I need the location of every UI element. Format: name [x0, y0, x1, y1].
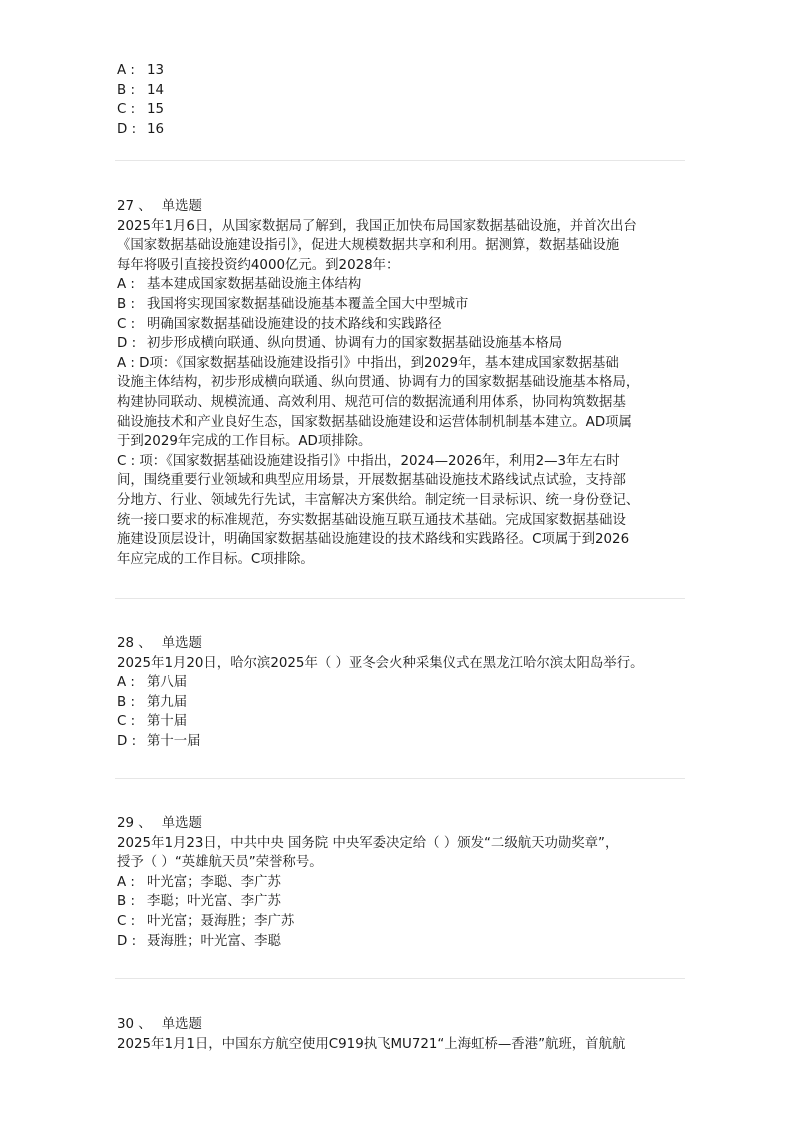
question-stem-line: 每年将吸引直接投资约4000亿元。到2028年：: [117, 257, 400, 273]
option-letter: D :: [117, 336, 137, 352]
q26-option-c[interactable]: [117, 100, 687, 120]
option-text: 初步形成横向联通、纵向贯通、协调有力的国家数据基础设施基本格局: [147, 336, 563, 352]
option-letter: C :: [117, 316, 136, 332]
option-letter: D :: [117, 121, 137, 137]
q29-option-a[interactable]: [117, 873, 687, 893]
question-29: [117, 814, 687, 951]
q26-options: [117, 61, 687, 139]
option-text: 基本建成国家数据基础设施主体结构: [147, 277, 362, 293]
q29-option-c[interactable]: [117, 912, 687, 932]
q26-option-b[interactable]: [117, 81, 687, 101]
analysis-line: 分地方、行业、领域先行先试，丰富解决方案供给。制定统一目录标识、统一身份登记、: [117, 492, 640, 508]
question-header: [117, 634, 687, 654]
q28-option-b[interactable]: [117, 693, 687, 713]
question-number: 30 、: [117, 1017, 152, 1032]
question-stem-line: 2025年1月20日，哈尔滨2025年（ ）亚冬会火种采集仪式在黑龙江哈尔滨太阳岛举行。: [117, 655, 644, 671]
option-letter: C :: [117, 714, 136, 730]
question-28: [117, 634, 687, 752]
option-letter: B :: [117, 694, 135, 710]
question-type: 单选题: [161, 1017, 202, 1032]
analysis-line: 间，围绕重要行业领域和典型应用场景，开展数据基础设施技术路线试点试验，支持部: [117, 473, 626, 489]
option-text: 李聪；叶光富、李广苏: [147, 894, 281, 910]
option-letter: A :: [117, 63, 135, 78]
analysis-line: 设施主体结构，初步形成横向联通、纵向贯通、协调有力的国家数据基础设施基本格局，: [117, 375, 640, 391]
question-stem-line: 2025年1月1日，中国东方航空使用C919执飞MU721“上海虹桥—香港”航班，首航航: [117, 1036, 626, 1052]
option-letter: C :: [117, 913, 136, 929]
analysis-line: 构建协同联动、规模流通、高效利用、规范可信的数据流通利用体系，协同构筑数据基: [117, 394, 626, 410]
option-text: 15: [147, 102, 165, 118]
option-letter: B :: [117, 296, 135, 312]
question-27: [117, 197, 687, 569]
option-text: 明确国家数据基础设施建设的技术路线和实践路径: [147, 316, 442, 332]
option-text: 13: [147, 63, 165, 78]
analysis-line: 础设施技术和产业良好生态，国家数据基础设施建设和运营体制机制基本建立。AD项属: [117, 414, 632, 430]
q28-option-d[interactable]: [117, 732, 687, 752]
q29-option-d[interactable]: [117, 932, 687, 952]
q28-option-c[interactable]: [117, 712, 687, 732]
analysis-line: 于到2029年完成的工作目标。AD项排除。: [117, 434, 372, 450]
divider: [115, 160, 685, 161]
question-header: [117, 814, 687, 834]
question-number: 28 、: [117, 636, 152, 651]
option-letter: B :: [117, 894, 135, 910]
analysis-line: C : 项：《国家数据基础设施建设指引》中指出，2024—2026年，利用2—3年左右时: [117, 453, 620, 469]
option-text: 我国将实现国家数据基础设施基本覆盖全国大中型城市: [147, 296, 469, 312]
analysis-line: 统一接口要求的标准规范，夯实数据基础设施互联互通技术基础。完成国家数据基础设: [117, 512, 626, 528]
question-30: [117, 1015, 687, 1054]
divider: [115, 978, 685, 979]
q26-option-d[interactable]: [117, 120, 687, 140]
analysis-line: A : D项：《国家数据基础设施建设指引》中指出，到2029年，基本建成国家数据基础: [117, 355, 619, 371]
q27-option-a[interactable]: [117, 275, 687, 295]
question-stem-line: 《国家数据基础设施建设指引》，促进大规模数据共享和利用。据测算，数据基础设施: [117, 238, 620, 254]
q27-option-d[interactable]: [117, 334, 687, 354]
option-letter: D :: [117, 733, 137, 749]
q28-option-a[interactable]: [117, 673, 687, 693]
question-header: [117, 1015, 687, 1035]
question-header: [117, 197, 687, 217]
analysis-line: 施建设顶层设计，明确国家数据基础设施建设的技术路线和实践路径。C项属于到2026: [117, 532, 630, 548]
question-number: 27 、: [117, 199, 152, 214]
option-text: 16: [147, 121, 165, 137]
option-text: 第十一届: [147, 733, 201, 749]
option-text: 叶光富；聂海胜；李广苏: [147, 913, 295, 929]
question-type: 单选题: [161, 816, 202, 831]
option-text: 第九届: [147, 694, 188, 710]
question-stem-line: 授予（ ）“英雄航天员”荣誉称号。: [117, 855, 323, 871]
option-letter: A :: [117, 277, 135, 293]
option-text: 聂海胜；叶光富、李聪: [147, 933, 281, 949]
option-text: 第十届: [147, 714, 188, 730]
option-text: 叶光富；李聪、李广苏: [147, 874, 281, 890]
q27-option-c[interactable]: [117, 315, 687, 335]
option-letter: A :: [117, 874, 135, 890]
option-letter: D :: [117, 933, 137, 949]
divider: [115, 598, 685, 599]
option-letter: C :: [117, 102, 136, 118]
option-text: 第八届: [147, 675, 188, 691]
q29-option-b[interactable]: [117, 892, 687, 912]
option-letter: B :: [117, 82, 135, 98]
q27-option-b[interactable]: [117, 295, 687, 315]
question-number: 29 、: [117, 816, 152, 831]
question-type: 单选题: [161, 199, 202, 214]
analysis-line: 年应完成的工作目标。C项排除。: [117, 551, 314, 567]
question-type: 单选题: [161, 636, 202, 651]
question-stem-line: 2025年1月23日，中共中央 国务院 中央军委决定给（ ）颁发“二级航天功勋奖章”，: [117, 835, 619, 851]
question-stem-line: 2025年1月6日，从国家数据局了解到，我国正加快布局国家数据基础设施，并首次出台: [117, 218, 637, 234]
q26-option-a[interactable]: [117, 61, 687, 81]
divider: [115, 778, 685, 779]
option-text: 14: [147, 82, 165, 98]
option-letter: A :: [117, 675, 135, 691]
